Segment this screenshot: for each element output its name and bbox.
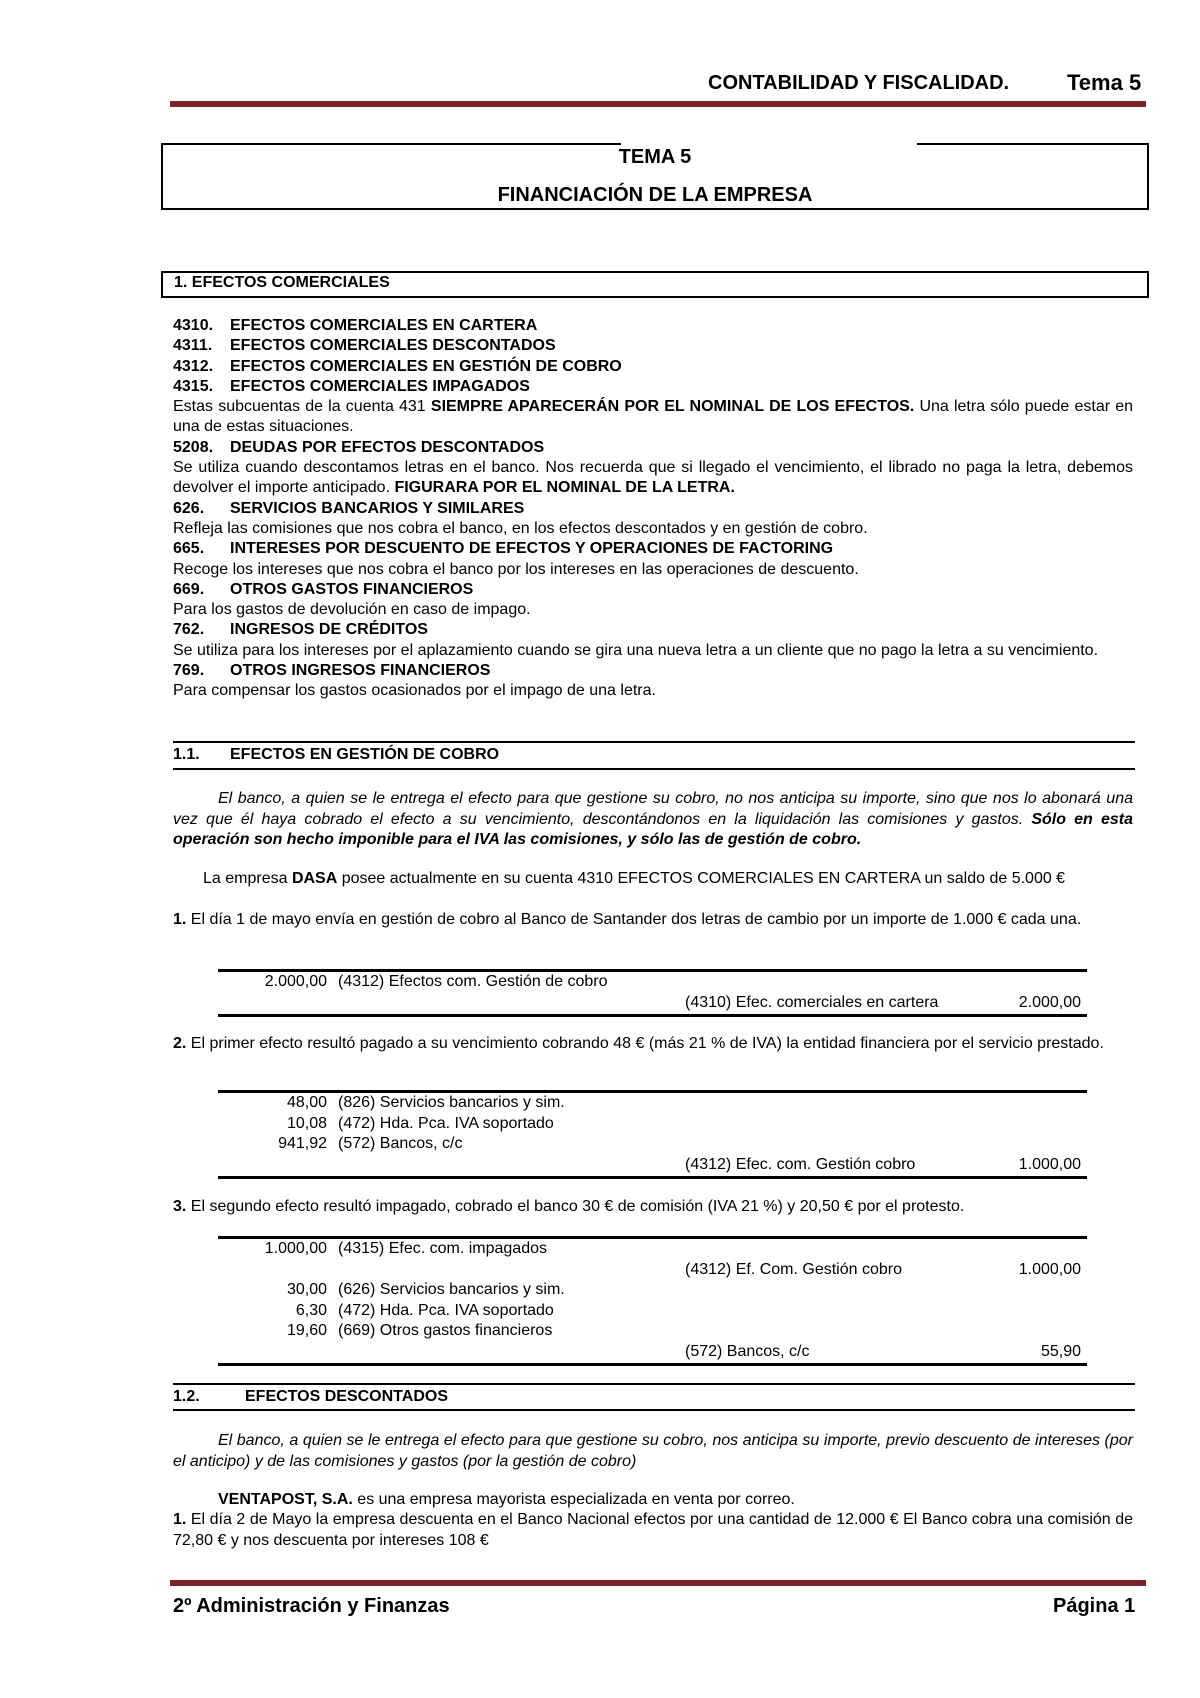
debit-amount: 1.000,00 xyxy=(264,1240,327,1257)
rule-bottom xyxy=(173,768,1135,770)
debit-account: (826) Servicios bancarios y sim. xyxy=(338,1094,565,1111)
section-heading: 1. EFECTOS COMERCIALES xyxy=(174,274,390,291)
paragraph-intro-1-1: El banco, a quien se le entrega el efecto para que gestione su cobro, no nos anticipa su importe, sino que nos lo abonará una vez que él haya cobrado el efecto a su vencimiento, descontándonos en la liquidación las comisiones y gastos. Sólo en esta operación son hecho imponible para el IVA las comisiones, y sólo las de gestión de cobro. xyxy=(173,790,1134,848)
account-number: 4315. xyxy=(173,377,214,395)
subsection-title: EFECTOS EN GESTIÓN DE COBRO xyxy=(230,746,500,763)
debit-account: (4312) Efectos com. Gestión de cobro xyxy=(338,973,608,990)
paragraph-step1: 1. El día 1 de mayo envía en gestión de cobro al Banco de Santander dos letras de cambio por un importe de 1.000 € cada una. xyxy=(173,911,1082,928)
paragraph-step3: 3. El segundo efecto resultó impagado, cobrado el banco 30 € de comisión (IVA 21 %) y 20,50 € por el protesto. xyxy=(173,1198,965,1215)
subsection-number: 1.2. xyxy=(173,1388,200,1405)
journal-row xyxy=(218,1115,1087,1136)
credit-amount: 1.000,00 xyxy=(1018,1155,1081,1173)
rule-top xyxy=(173,741,1135,743)
journal-row xyxy=(218,1135,1087,1156)
journal-row xyxy=(218,1094,1087,1115)
account-name: OTROS INGRESOS FINANCIEROS xyxy=(230,662,491,680)
credit-account: (4312) Efec. com. Gestión cobro xyxy=(685,1155,916,1173)
paragraph-case-1-1: La empresa DASA posee actualmente en su cuenta 4310 EFECTOS COMERCIALES EN CARTERA un saldo de 5.000 € xyxy=(203,870,1066,887)
journal-entry-2 xyxy=(218,1090,1087,1179)
credit-amount: 1.000,00 xyxy=(1018,1260,1081,1278)
account-number: 762. xyxy=(173,621,205,639)
journal-row xyxy=(218,1322,1087,1343)
account-number: 4312. xyxy=(173,357,214,375)
debit-amount: 941,92 xyxy=(278,1135,327,1152)
journal-row xyxy=(218,1343,1087,1364)
doc-title-tema: TEMA 5 xyxy=(618,146,692,168)
debit-account: (472) Hda. Pca. IVA soportado xyxy=(338,1114,554,1132)
account-description: Se utiliza cuando descontamos letras en el banco. Nos recuerda que si llegado el vencimiento, el librado no paga la letra, debemos devolver el importe anticipado. FIGURARA POR EL NOMINAL DE LA LETRA. xyxy=(173,459,1133,497)
account-description: Estas subcuentas de la cuenta 431 SIEMPRE APARECERÁN POR EL NOMINAL DE LOS EFECTOS. Una letra sólo puede estar en una de estas situaciones. xyxy=(173,398,1134,436)
account-name: SERVICIOS BANCARIOS Y SIMILARES xyxy=(230,499,525,517)
account-number: 4310. xyxy=(173,317,214,334)
journal-entry-3 xyxy=(218,1236,1087,1366)
journal-row xyxy=(218,1240,1087,1261)
debit-account: (669) Otros gastos financieros xyxy=(338,1322,553,1339)
subsection-number: 1.1. xyxy=(173,746,200,763)
rule-top xyxy=(173,1383,1135,1385)
debit-amount: 48,00 xyxy=(286,1094,327,1111)
credit-account: (4310) Efec. comerciales en cartera xyxy=(685,993,939,1011)
debit-amount: 10,08 xyxy=(286,1114,327,1132)
subsection-heading-1-1 xyxy=(173,746,1134,764)
account-number: 626. xyxy=(173,499,205,517)
journal-entry-1 xyxy=(218,969,1087,1017)
journal-row xyxy=(218,1261,1087,1282)
debit-amount: 6,30 xyxy=(295,1301,327,1319)
rule-bottom xyxy=(173,1409,1135,1411)
account-description: Se utiliza para los intereses por el aplazamiento cuando se gira una nueva letra a un cliente que no pago la letra a su vencimiento. xyxy=(173,641,1099,659)
journal-row xyxy=(218,1156,1087,1177)
header-rule xyxy=(170,101,1146,107)
header-title: CONTABILIDAD Y FISCALIDAD. xyxy=(708,72,1010,94)
debit-amount: 19,60 xyxy=(286,1322,327,1339)
debit-account: (4315) Efec. com. impagados xyxy=(338,1240,547,1257)
journal-row xyxy=(218,994,1087,1015)
debit-account: (472) Hda. Pca. IVA soportado xyxy=(338,1301,554,1319)
account-name: EFECTOS COMERCIALES EN CARTERA xyxy=(230,317,538,334)
debit-account: (626) Servicios bancarios y sim. xyxy=(338,1281,565,1298)
account-name: INTERESES POR DESCUENTO DE EFECTOS Y OPERACIONES DE FACTORING xyxy=(230,540,834,558)
credit-amount: 55,90 xyxy=(1040,1342,1081,1360)
section-heading-box xyxy=(161,271,1149,298)
journal-row xyxy=(218,1281,1087,1302)
doc-title-main: FINANCIACIÓN DE LA EMPRESA xyxy=(497,184,813,206)
paragraph-1-2-step1: 1. El día 2 de Mayo la empresa descuenta en el Banco Nacional efectos por una cantidad de 12.000 € El Banco cobra una comisión de 72,80 € y nos descuenta por intereses 108 € xyxy=(173,1511,1133,1549)
footer-rule xyxy=(170,1580,1146,1586)
header-tema: Tema 5 xyxy=(1067,70,1142,95)
footer-course: 2º Administración y Finanzas xyxy=(173,1595,450,1617)
footer-page-number: Página 1 xyxy=(1053,1595,1136,1617)
account-number: 4311. xyxy=(173,337,213,355)
account-name: OTROS GASTOS FINANCIEROS xyxy=(230,580,474,598)
journal-row xyxy=(218,1302,1087,1323)
credit-amount: 2.000,00 xyxy=(1018,993,1081,1011)
paragraph-step2: 2. El primer efecto resultó pagado a su vencimiento cobrando 48 € (más 21 % de IVA) la entidad financiera por el servicio prestado. xyxy=(173,1035,1104,1052)
subsection-title: EFECTOS DESCONTADOS xyxy=(245,1388,448,1405)
account-list xyxy=(173,316,1133,702)
account-name: EFECTOS COMERCIALES IMPAGADOS xyxy=(230,377,530,395)
credit-account: (572) Bancos, c/c xyxy=(685,1342,810,1360)
credit-account: (4312) Ef. Com. Gestión cobro xyxy=(685,1260,902,1278)
debit-amount: 2.000,00 xyxy=(264,973,327,990)
account-description: Recoge los intereses que nos cobra el banco por los intereses en las operaciones de descuento. xyxy=(173,560,859,578)
debit-amount: 30,00 xyxy=(286,1281,327,1298)
account-description: Refleja las comisiones que nos cobra el banco, en los efectos descontados y en gestión de cobro. xyxy=(173,519,868,537)
paragraph-intro-1-2: El banco, a quien se le entrega el efecto para que gestione su cobro, nos anticipa su importe, previo descuento de intereses (por el anticipo) y de las comisiones y gastos (por la gestión de cobro) xyxy=(173,1432,1133,1470)
account-number: 665. xyxy=(173,540,205,558)
account-name: DEUDAS POR EFECTOS DESCONTADOS xyxy=(230,438,545,456)
account-number: 5208. xyxy=(173,438,214,456)
subsection-heading-1-2 xyxy=(173,1388,1134,1406)
journal-row xyxy=(218,973,1087,994)
account-number: 669. xyxy=(173,580,205,598)
debit-account: (572) Bancos, c/c xyxy=(338,1135,463,1152)
account-description: Para los gastos de devolución en caso de impago. xyxy=(173,601,531,619)
account-name: INGRESOS DE CRÉDITOS xyxy=(230,621,428,639)
account-description: Para compensar los gastos ocasionados por el impago de una letra. xyxy=(173,682,656,700)
paragraph-company: VENTAPOST, S.A. es una empresa mayorista especializada en venta por correo. xyxy=(218,1491,795,1508)
account-number: 769. xyxy=(173,662,205,680)
account-name: EFECTOS COMERCIALES EN GESTIÓN DE COBRO xyxy=(230,357,622,375)
account-name: EFECTOS COMERCIALES DESCONTADOS xyxy=(230,337,556,355)
